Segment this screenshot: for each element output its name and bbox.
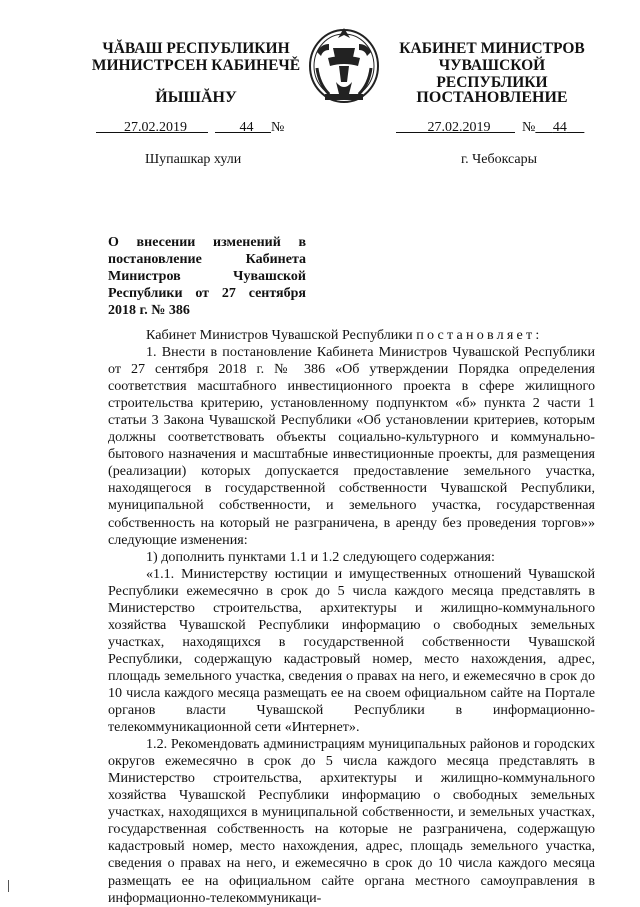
preamble: [108, 327, 595, 344]
issuer-chuvash-line2: МИНИСТРСЕН КАБИНЕЧĚ: [91, 57, 301, 74]
doctype-russian: ПОСТАНОВЛЕНИЕ: [416, 89, 568, 106]
place-russian: г. Чебоксары: [461, 152, 538, 167]
preamble-verb: постановляет:: [416, 327, 543, 343]
paragraph-4: 1.2. Рекомендовать администрациям муниципальных районов и городских округов ежемесячно в срок до 5 числа каждого месяца представлять в Министерство строительства, архитектуры и жилищно-коммунального хозяйства Чувашской Республики информацию о свободных земельных участках, находящихся в муниципальной собственности, и земельных участках, государственная собственность на которые не разграничена, содержащую кадастровый номер, место нахождения, адрес, площадь земельного участка, сведения о правах на него, и ежемесячно в срок до 10 числа каждого месяца размещать ее на официальном сайте органа местного самоуправления в информационно-телекоммуникаци-: [108, 736, 595, 906]
issuer-chuvash: [86, 40, 306, 74]
paragraph-1: 1. Внести в постановление Кабинета Министров Чувашской Республики от 27 сентября 2018 г. № 386 «Об утверждении Порядка определения соответствия масштабного инвестиционного проекта в сфере жилищного строительства критерию, установленному подпунктом «б» пункта 2 части 1 статьи 3 Закона Чувашской Республики «Об установлении критериев, которым должны соответствовать объекты социально-культурного и коммунально-бытового назначения и масштабные инвестиционные проекты, для размещения (реализации) которых допускается предоставление земельного участка, находящегося в государственной собственности Чувашской Республики, муниципальной собственности, и земельного участка, государственная собственность на который не разграничена, в аренду без проведения торгов»» следующие изменения:: [108, 344, 595, 548]
preamble-subject: Кабинет Министров Чувашской Республики: [146, 327, 413, 343]
issuer-russian: [392, 40, 592, 91]
issuer-russian-line1: КАБИНЕТ МИНИСТРОВ: [399, 40, 585, 57]
place-chuvash: Шупашкар хули: [145, 152, 242, 167]
coat-of-arms-emblem: [303, 22, 385, 104]
document-body: [108, 327, 595, 907]
number-russian: 44: [552, 120, 567, 135]
margin-mark: [8, 880, 9, 892]
number-sign-russian: №: [522, 120, 536, 135]
doctype-chuvash: ЙЫШĂНУ: [155, 89, 237, 106]
date-russian: 27.02.2019: [427, 120, 491, 135]
paragraph-3: «1.1. Министерству юстиции и имущественных отношений Чувашской Республики ежемесячно в срок до 5 числа каждого месяца представлять в Министерство строительства, архитектуры и жилищно-коммунального хозяйства Чувашской Республики информацию о свободных земельных участках, находящихся в государственной собственности Чувашской Республики, содержащую кадастровый номер, место нахождения, адрес, площадь земельного участка, сведения о правах на него, и ежемесячно в срок до 10 числа каждого месяца размещать ее на своем официальном сайте на Портале органов власти Чувашской Республики в информационно-телекоммуникационной сети «Интернет».: [108, 565, 595, 736]
number-chuvash: 44: [239, 120, 254, 135]
date-chuvash: 27.02.2019: [124, 120, 187, 135]
date-number-line-chuvash: [96, 120, 284, 136]
number-sign-chuvash: №: [271, 120, 285, 135]
document-subject: О внесении изменений в постановление Кабинета Министров Чувашской Республики от 27 сентября 2018 г. № 386: [108, 235, 306, 318]
issuer-chuvash-line1: ЧĂВАШ РЕСПУБЛИКИН: [102, 40, 290, 57]
date-number-line-russian: [396, 120, 584, 136]
paragraph-2: 1) дополнить пунктами 1.1 и 1.2 следующего содержания:: [146, 548, 495, 565]
issuer-russian-line2: ЧУВАШСКОЙ РЕСПУБЛИКИ: [436, 57, 548, 91]
